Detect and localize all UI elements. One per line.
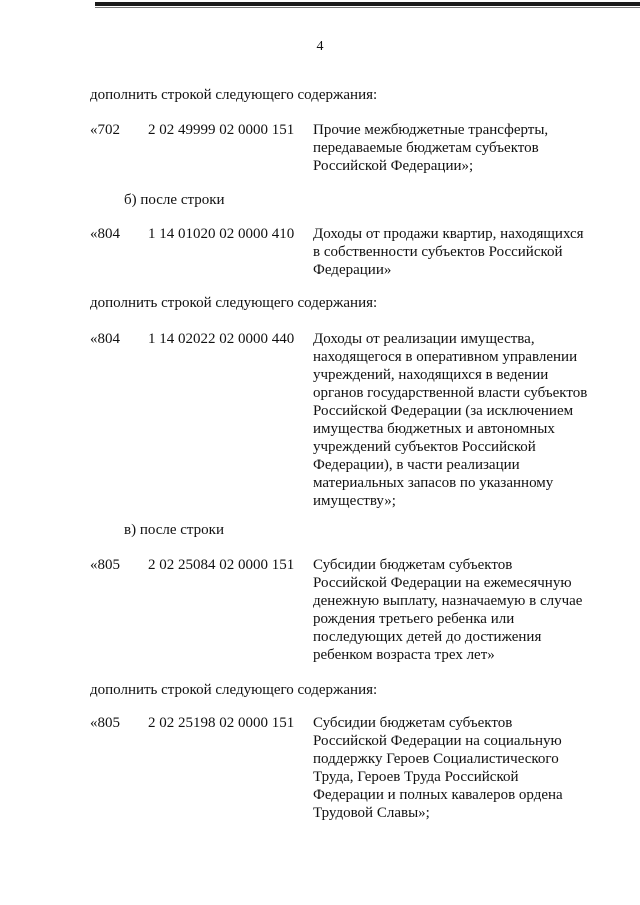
subsection-heading: б) после строки (124, 192, 225, 208)
desc-line: последующих детей до достижения (313, 629, 542, 645)
row-kbk: 2 02 49999 02 0000 151 (148, 122, 295, 138)
row-kbk: 2 02 25084 02 0000 151 (148, 557, 295, 573)
row-description (313, 330, 613, 510)
desc-line: учреждений, находящихся в ведении (313, 367, 549, 383)
desc-line: Российской Федерации»; (313, 158, 474, 174)
row-code: «804 (90, 226, 120, 242)
desc-line: Субсидии бюджетам субъектов (313, 557, 513, 573)
desc-line: Федерации), в части реализации (313, 457, 520, 473)
row-code: «805 (90, 715, 120, 731)
desc-line: Российской Федерации на ежемесячную (313, 575, 572, 591)
desc-line: Субсидии бюджетам субъектов (313, 715, 513, 731)
subsection-heading: в) после строки (124, 522, 224, 538)
desc-line: Доходы от реализации имущества, (313, 331, 535, 347)
instruction-text: дополнить строкой следующего содержания: (90, 682, 378, 698)
desc-line: Российской Федерации на социальную (313, 733, 562, 749)
row-code: «702 (90, 122, 120, 138)
desc-line: органов государственной власти субъектов (313, 385, 588, 401)
header-rule (95, 2, 640, 6)
desc-line: имуществу»; (313, 493, 396, 509)
instruction-text: дополнить строкой следующего содержания: (90, 295, 378, 311)
row-kbk: 1 14 02022 02 0000 440 (148, 331, 295, 347)
desc-line: Доходы от продажи квартир, находящихся (313, 226, 584, 242)
desc-line: денежную выплату, назначаемую в случае (313, 593, 583, 609)
desc-line: находящегося в оперативном управлении (313, 349, 578, 365)
desc-line: поддержку Героев Социалистического (313, 751, 559, 767)
header-rule-thin (95, 7, 640, 8)
row-kbk: 2 02 25198 02 0000 151 (148, 715, 295, 731)
row-code: «804 (90, 331, 120, 347)
row-description (313, 225, 613, 279)
desc-line: рождения третьего ребенка или (313, 611, 515, 627)
desc-line: учреждений субъектов Российской (313, 439, 536, 455)
row-kbk: 1 14 01020 02 0000 410 (148, 226, 295, 242)
desc-line: Трудовой Славы»; (313, 805, 430, 821)
instruction-text: дополнить строкой следующего содержания: (90, 87, 378, 103)
desc-line: Федерации и полных кавалеров ордена (313, 787, 563, 803)
page-number: 4 (316, 39, 324, 54)
desc-line: передаваемые бюджетам субъектов (313, 140, 539, 156)
desc-line: материальных запасов по указанному (313, 475, 554, 491)
row-description (313, 121, 613, 175)
desc-line: Труда, Героев Труда Российской (313, 769, 519, 785)
desc-line: Российской Федерации (за исключением (313, 403, 574, 419)
desc-line: Прочие межбюджетные трансферты, (313, 122, 549, 138)
row-description (313, 714, 613, 822)
desc-line: ребенком возраста трех лет» (313, 647, 495, 663)
row-description (313, 556, 613, 664)
desc-line: Федерации» (313, 262, 392, 278)
desc-line: в собственности субъектов Российской (313, 244, 563, 260)
desc-line: имущества бюджетных и автономных (313, 421, 555, 437)
row-code: «805 (90, 557, 120, 573)
